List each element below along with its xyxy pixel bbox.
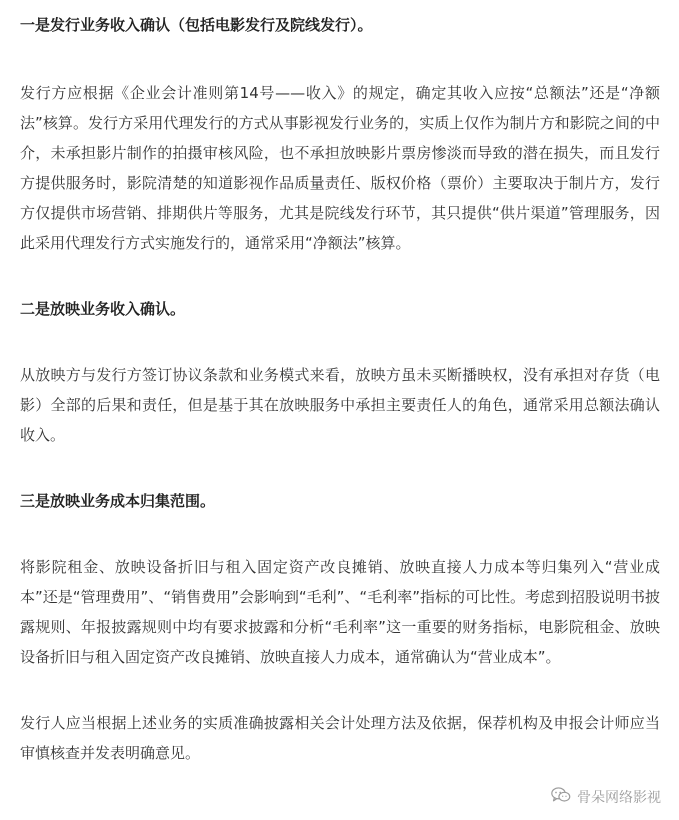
section-heading-screening-cost: 三是放映业务成本归集范围。 [20, 492, 216, 510]
watermark-text: 骨朵网络影视 [577, 790, 661, 806]
watermark [551, 786, 661, 808]
paragraph-screening-revenue: 从放映方与发行方签订协议条款和业务模式来看，放映方虽未买断播映权，没有承担对存货（电影）全部的后果和责任，但是基于其在放映服务中承担主要责任人的角色，通常采用总额法确认收入。 [20, 366, 660, 444]
paragraph-disclosure-requirement: 发行人应当根据上述业务的实质准确披露相关会计处理方法及依据，保荐机构及申报会计师应当审慎核查并发表明确意见。 [20, 714, 660, 762]
section-heading-distribution-revenue: 一是发行业务收入确认（包括电影发行及院线发行）。 [20, 16, 373, 34]
wechat-icon [551, 786, 571, 808]
paragraph-screening-cost: 将影院租金、放映设备折旧与租入固定资产改良摊销、放映直接人力成本等归集列入“营业成本”还是“管理费用”、“销售费用”会影响到“毛利”、“毛利率”指标的可比性。考虑到招股说明书披露规则、年报披露规则中均有要求披露和分析“毛利率”这一重要的财务指标，电影院租金、放映设备折旧与租入固定资产改良摊销、放映直接人力成本，通常确认为“营业成本”。 [20, 558, 660, 666]
article-body [20, 10, 660, 768]
paragraph-distribution-revenue: 发行方应根据《企业会计准则第14号——收入》的规定，确定其收入应按“总额法”还是“净额法”核算。发行方采用代理发行的方式从事影视发行业务的，实质上仅作为制片方和影院之间的中介，未承担影片制作的拍摄审核风险，也不承担放映影片票房惨淡而导致的潜在损失，而且发行方提供服务时，影院清楚的知道影视作品质量责任、版权价格（票价）主要取决于制片方，发行方仅提供市场营销、排期供片等服务，尤其是院线发行环节，其只提供“供片渠道”管理服务，因此采用代理发行方式实施发行的，通常采用“净额法”核算。 [20, 84, 660, 252]
section-heading-screening-revenue: 二是放映业务收入确认。 [20, 300, 186, 318]
